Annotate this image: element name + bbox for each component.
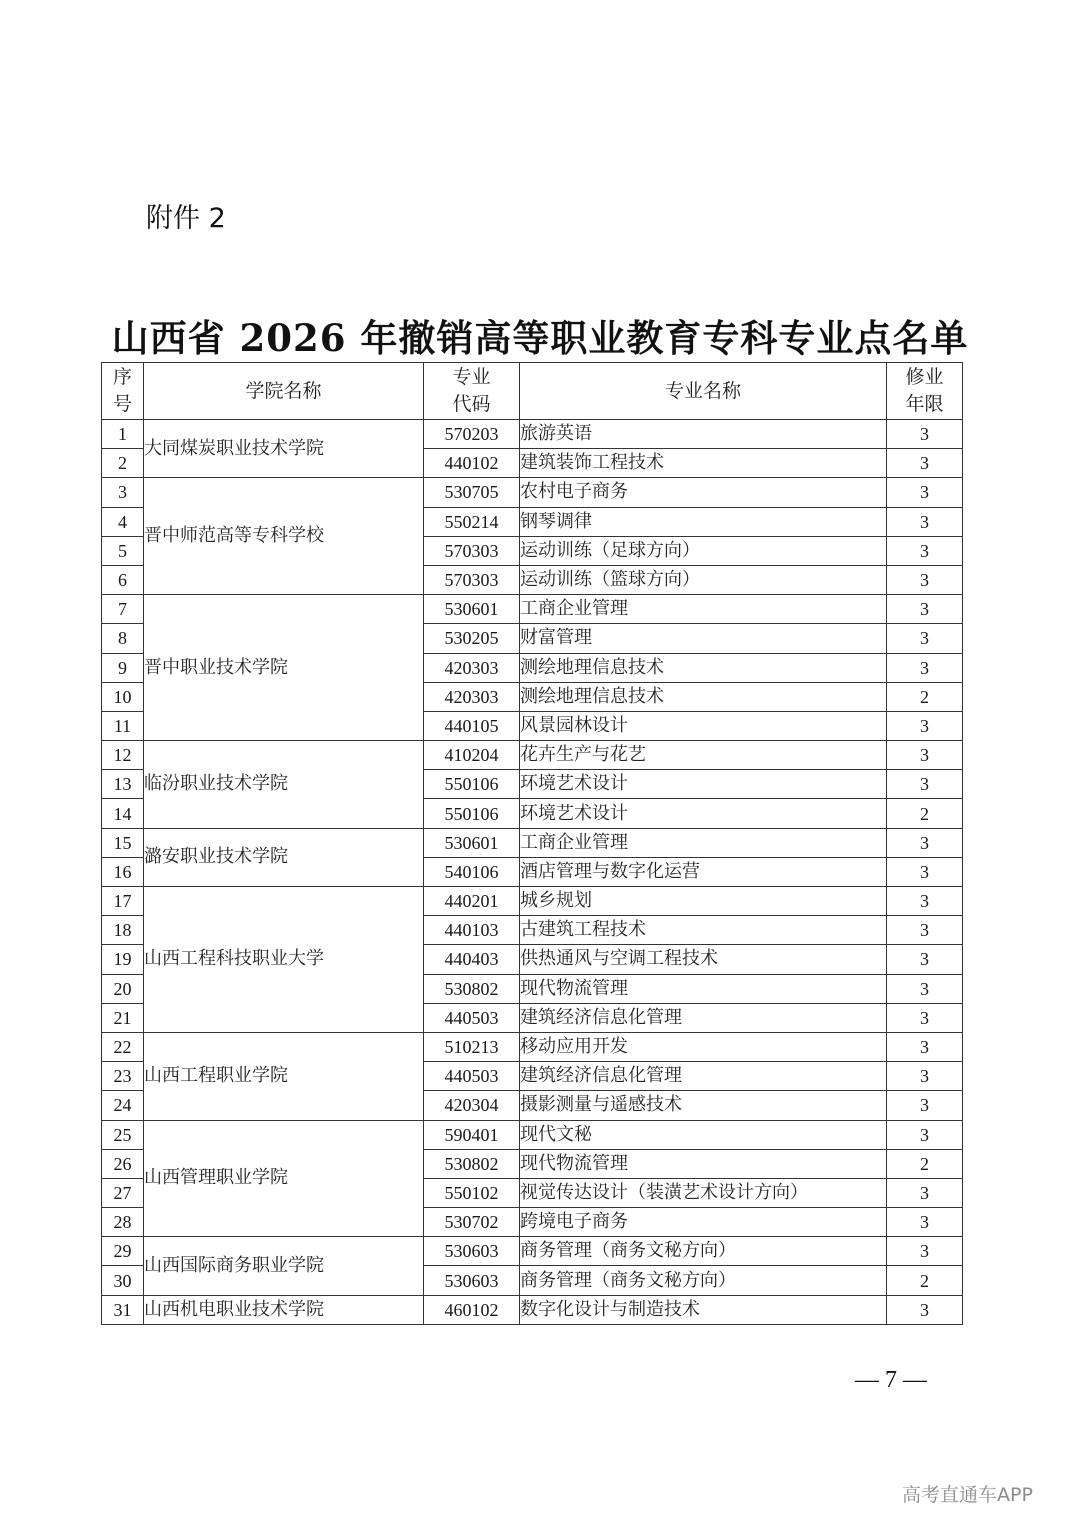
school-name: 晋中师范高等专科学校 bbox=[144, 478, 424, 595]
header-index: 序 号 bbox=[102, 363, 144, 420]
study-years: 3 bbox=[887, 478, 963, 507]
watermark: 高考直通车APP bbox=[902, 1484, 1033, 1506]
row-index: 6 bbox=[102, 565, 144, 594]
row-index: 9 bbox=[102, 653, 144, 682]
major-name: 测绘地理信息技术 bbox=[520, 653, 887, 682]
study-years: 3 bbox=[887, 770, 963, 799]
study-years: 3 bbox=[887, 828, 963, 857]
study-years: 3 bbox=[887, 507, 963, 536]
row-index: 12 bbox=[102, 741, 144, 770]
page-number: — 7 — bbox=[855, 1367, 927, 1393]
row-index: 17 bbox=[102, 887, 144, 916]
row-index: 27 bbox=[102, 1178, 144, 1207]
row-index: 11 bbox=[102, 711, 144, 740]
study-years: 3 bbox=[887, 916, 963, 945]
attachment-label: 附件 2 bbox=[146, 203, 226, 234]
major-name: 供热通风与空调工程技术 bbox=[520, 945, 887, 974]
major-code: 440503 bbox=[424, 1062, 520, 1091]
study-years: 3 bbox=[887, 711, 963, 740]
header-years: 修业 年限 bbox=[887, 363, 963, 420]
major-code: 510213 bbox=[424, 1032, 520, 1061]
row-index: 2 bbox=[102, 449, 144, 478]
header-major: 专业名称 bbox=[520, 363, 887, 420]
major-code: 570203 bbox=[424, 420, 520, 449]
study-years: 3 bbox=[887, 741, 963, 770]
table-row bbox=[102, 1295, 963, 1324]
school-name: 山西国际商务职业学院 bbox=[144, 1237, 424, 1295]
major-code: 440503 bbox=[424, 1003, 520, 1032]
major-name: 环境艺术设计 bbox=[520, 770, 887, 799]
major-name: 建筑经济信息化管理 bbox=[520, 1062, 887, 1091]
major-code: 590401 bbox=[424, 1120, 520, 1149]
document-title: 山西省 2026 年撤销高等职业教育专科专业点名单 bbox=[111, 316, 969, 360]
major-code: 570303 bbox=[424, 536, 520, 565]
major-name: 农村电子商务 bbox=[520, 478, 887, 507]
header-school: 学院名称 bbox=[144, 363, 424, 420]
row-index: 8 bbox=[102, 624, 144, 653]
major-name: 古建筑工程技术 bbox=[520, 916, 887, 945]
major-code: 550106 bbox=[424, 799, 520, 828]
major-code: 530205 bbox=[424, 624, 520, 653]
row-index: 5 bbox=[102, 536, 144, 565]
study-years: 3 bbox=[887, 653, 963, 682]
major-code: 440403 bbox=[424, 945, 520, 974]
revoked-majors-table bbox=[101, 362, 963, 1325]
major-code: 540106 bbox=[424, 857, 520, 886]
study-years: 2 bbox=[887, 1266, 963, 1295]
major-name: 摄影测量与遥感技术 bbox=[520, 1091, 887, 1120]
major-name: 风景园林设计 bbox=[520, 711, 887, 740]
study-years: 3 bbox=[887, 887, 963, 916]
major-name: 商务管理（商务文秘方向） bbox=[520, 1237, 887, 1266]
study-years: 3 bbox=[887, 1237, 963, 1266]
major-name: 城乡规划 bbox=[520, 887, 887, 916]
study-years: 3 bbox=[887, 420, 963, 449]
study-years: 2 bbox=[887, 682, 963, 711]
major-name: 现代物流管理 bbox=[520, 1149, 887, 1178]
school-name: 临汾职业技术学院 bbox=[144, 741, 424, 829]
study-years: 3 bbox=[887, 1003, 963, 1032]
table-row bbox=[102, 1032, 963, 1061]
study-years: 3 bbox=[887, 974, 963, 1003]
row-index: 4 bbox=[102, 507, 144, 536]
row-index: 7 bbox=[102, 595, 144, 624]
major-name: 商务管理（商务文秘方向） bbox=[520, 1266, 887, 1295]
major-code: 440102 bbox=[424, 449, 520, 478]
row-index: 3 bbox=[102, 478, 144, 507]
major-name: 花卉生产与花艺 bbox=[520, 741, 887, 770]
major-code: 530705 bbox=[424, 478, 520, 507]
major-name: 测绘地理信息技术 bbox=[520, 682, 887, 711]
row-index: 31 bbox=[102, 1295, 144, 1324]
major-code: 410204 bbox=[424, 741, 520, 770]
major-name: 现代物流管理 bbox=[520, 974, 887, 1003]
table-row bbox=[102, 887, 963, 916]
school-name: 晋中职业技术学院 bbox=[144, 595, 424, 741]
study-years: 3 bbox=[887, 595, 963, 624]
school-name: 山西机电职业技术学院 bbox=[144, 1295, 424, 1324]
row-index: 10 bbox=[102, 682, 144, 711]
major-code: 550102 bbox=[424, 1178, 520, 1207]
major-code: 460102 bbox=[424, 1295, 520, 1324]
school-name: 山西工程职业学院 bbox=[144, 1032, 424, 1120]
study-years: 3 bbox=[887, 945, 963, 974]
header-code: 专业 代码 bbox=[424, 363, 520, 420]
row-index: 24 bbox=[102, 1091, 144, 1120]
major-code: 530802 bbox=[424, 1149, 520, 1178]
row-index: 18 bbox=[102, 916, 144, 945]
major-code: 530601 bbox=[424, 595, 520, 624]
study-years: 3 bbox=[887, 449, 963, 478]
row-index: 28 bbox=[102, 1208, 144, 1237]
row-index: 19 bbox=[102, 945, 144, 974]
row-index: 22 bbox=[102, 1032, 144, 1061]
major-code: 530603 bbox=[424, 1266, 520, 1295]
major-name: 建筑经济信息化管理 bbox=[520, 1003, 887, 1032]
study-years: 3 bbox=[887, 1062, 963, 1091]
major-name: 环境艺术设计 bbox=[520, 799, 887, 828]
major-code: 530601 bbox=[424, 828, 520, 857]
row-index: 29 bbox=[102, 1237, 144, 1266]
major-name: 现代文秘 bbox=[520, 1120, 887, 1149]
major-name: 工商企业管理 bbox=[520, 595, 887, 624]
row-index: 23 bbox=[102, 1062, 144, 1091]
study-years: 2 bbox=[887, 1149, 963, 1178]
study-years: 3 bbox=[887, 1208, 963, 1237]
row-index: 1 bbox=[102, 420, 144, 449]
study-years: 3 bbox=[887, 1091, 963, 1120]
major-name: 移动应用开发 bbox=[520, 1032, 887, 1061]
table-row bbox=[102, 478, 963, 507]
major-name: 钢琴调律 bbox=[520, 507, 887, 536]
row-index: 15 bbox=[102, 828, 144, 857]
major-name: 视觉传达设计（装潢艺术设计方向） bbox=[520, 1178, 887, 1207]
study-years: 3 bbox=[887, 1120, 963, 1149]
row-index: 25 bbox=[102, 1120, 144, 1149]
table-row bbox=[102, 828, 963, 857]
table-row bbox=[102, 1237, 963, 1266]
major-code: 530802 bbox=[424, 974, 520, 1003]
school-name: 山西管理职业学院 bbox=[144, 1120, 424, 1237]
row-index: 13 bbox=[102, 770, 144, 799]
major-name: 运动训练（足球方向） bbox=[520, 536, 887, 565]
major-code: 440105 bbox=[424, 711, 520, 740]
major-code: 420304 bbox=[424, 1091, 520, 1120]
major-code: 420303 bbox=[424, 653, 520, 682]
study-years: 3 bbox=[887, 1178, 963, 1207]
study-years: 3 bbox=[887, 565, 963, 594]
major-name: 建筑装饰工程技术 bbox=[520, 449, 887, 478]
major-name: 酒店管理与数字化运营 bbox=[520, 857, 887, 886]
row-index: 30 bbox=[102, 1266, 144, 1295]
table-row bbox=[102, 1120, 963, 1149]
study-years: 2 bbox=[887, 799, 963, 828]
major-name: 数字化设计与制造技术 bbox=[520, 1295, 887, 1324]
major-code: 530603 bbox=[424, 1237, 520, 1266]
row-index: 14 bbox=[102, 799, 144, 828]
major-name: 运动训练（篮球方向） bbox=[520, 565, 887, 594]
study-years: 3 bbox=[887, 536, 963, 565]
row-index: 16 bbox=[102, 857, 144, 886]
table-row bbox=[102, 595, 963, 624]
major-code: 550106 bbox=[424, 770, 520, 799]
school-name: 山西工程科技职业大学 bbox=[144, 887, 424, 1033]
study-years: 3 bbox=[887, 857, 963, 886]
major-name: 跨境电子商务 bbox=[520, 1208, 887, 1237]
major-code: 570303 bbox=[424, 565, 520, 594]
table-row bbox=[102, 741, 963, 770]
school-name: 大同煤炭职业技术学院 bbox=[144, 420, 424, 478]
row-index: 20 bbox=[102, 974, 144, 1003]
table-header-row bbox=[102, 363, 963, 420]
study-years: 3 bbox=[887, 1295, 963, 1324]
school-name: 潞安职业技术学院 bbox=[144, 828, 424, 886]
study-years: 3 bbox=[887, 624, 963, 653]
table-row bbox=[102, 420, 963, 449]
major-name: 财富管理 bbox=[520, 624, 887, 653]
major-code: 420303 bbox=[424, 682, 520, 711]
row-index: 26 bbox=[102, 1149, 144, 1178]
major-code: 530702 bbox=[424, 1208, 520, 1237]
table-body bbox=[102, 420, 963, 1325]
row-index: 21 bbox=[102, 1003, 144, 1032]
major-code: 550214 bbox=[424, 507, 520, 536]
major-name: 工商企业管理 bbox=[520, 828, 887, 857]
study-years: 3 bbox=[887, 1032, 963, 1061]
major-name: 旅游英语 bbox=[520, 420, 887, 449]
major-code: 440103 bbox=[424, 916, 520, 945]
major-code: 440201 bbox=[424, 887, 520, 916]
